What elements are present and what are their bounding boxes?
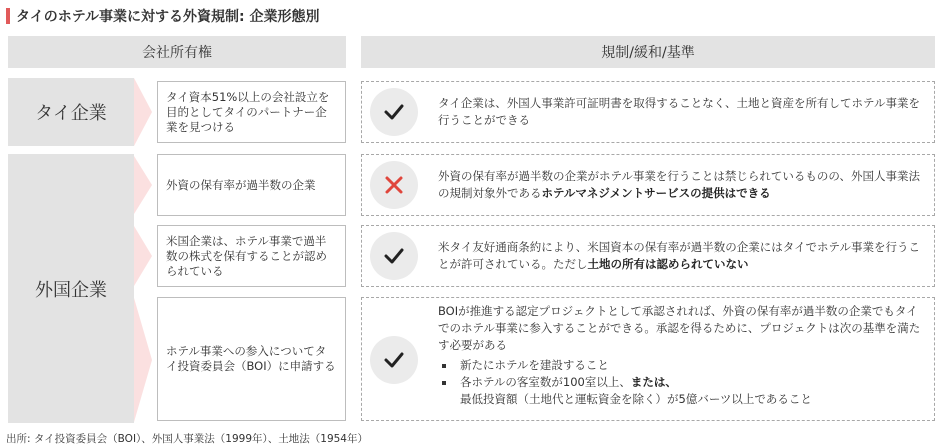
check-icon (382, 244, 406, 268)
category-arrow (134, 78, 152, 146)
regulation-text-plain: 米タイ友好通商条約により、米国資本の保有率が過半数の企業にはタイでホテル事業を行うことが許可されている。ただし (438, 240, 920, 271)
regulation-text-block (438, 303, 926, 408)
ownership-desc-text: ホテル事業への参入についてタイ投資委員会（BOI）に申請する (166, 344, 336, 373)
criteria-item-text: 各ホテルの客室数が100室以上、 (460, 375, 631, 389)
regulation-row-thai (361, 81, 935, 143)
status-circle (370, 88, 418, 136)
criteria-list (438, 357, 926, 408)
regulation-text-span: BOIが推進する認定プロジェクトとして承認されれば、外資の保有率が過半数の企業でもタイでのホテル事業に参入することができる。承認を得るために、プロジェクトは次の基準を満たす必要がある (438, 304, 921, 352)
category-foreign: 外国企業 (8, 154, 134, 423)
regulation-text (438, 226, 926, 286)
status-circle (370, 336, 418, 384)
ownership-desc-thai (157, 81, 346, 143)
criteria-item (438, 357, 926, 374)
regulation-text-bold: ホテルマネジメントサービスの提供はできる (541, 186, 771, 200)
status-circle (370, 232, 418, 280)
category-arrow (134, 156, 152, 214)
regulation-text-span (438, 168, 926, 202)
category-arrow (134, 226, 152, 286)
cross-icon (382, 173, 406, 197)
title-accent-bar (6, 8, 10, 24)
header-ownership: 会社所有権 (8, 36, 346, 68)
ownership-desc-majority-foreign (157, 154, 346, 216)
regulation-row-us (361, 225, 935, 287)
ownership-desc-us (157, 225, 346, 287)
check-icon (382, 100, 406, 124)
regulation-text-span: タイ企業は、外国人事業許可証明書を取得することなく、土地と資産を所有してホテル事業を行うことができる (438, 96, 920, 127)
regulation-text (438, 303, 926, 416)
ownership-desc-boi (157, 297, 346, 421)
regulation-text-bold: 土地の所有は認められていない (587, 257, 749, 271)
regulation-text-plain: 外資の保有率が過半数の企業がホテル事業を行うことは禁じられているものの、外国人事業法の規制対象外である (438, 169, 920, 200)
category-arrow (134, 298, 152, 422)
header-regulation: 規制/緩和/基準 (361, 36, 935, 68)
page-title: タイのホテル事業に対する外資規制: 企業形態別 (16, 9, 320, 25)
status-circle (370, 161, 418, 209)
criteria-item-bold: または、 (630, 375, 677, 389)
source-note: 出所: タイ投資委員会（BOI）、外国人事業法（1999年）、土地法（1954年） (6, 433, 368, 445)
ownership-desc-text: 外資の保有率が過半数の企業 (166, 177, 316, 192)
criteria-item-text-line2: 最低投資額（土地代と運転資金を除く）が5億バーツ以上であること (460, 392, 812, 406)
regulation-text (438, 82, 926, 142)
check-icon (382, 348, 406, 372)
regulation-row-boi (361, 297, 935, 421)
criteria-item (438, 374, 926, 408)
criteria-item-text: 新たにホテルを建設すること (460, 358, 609, 372)
category-thai: タイ企業 (8, 78, 134, 146)
ownership-desc-text: タイ資本51%以上の会社設立を目的としてタイのパートナー企業を見つける (166, 89, 330, 134)
ownership-desc-text: 米国企業は、ホテル事業で過半数の株式を保有することが認められている (166, 233, 327, 278)
regulation-text (438, 155, 926, 215)
regulation-row-majority-foreign (361, 154, 935, 216)
regulation-text-span (438, 239, 926, 273)
